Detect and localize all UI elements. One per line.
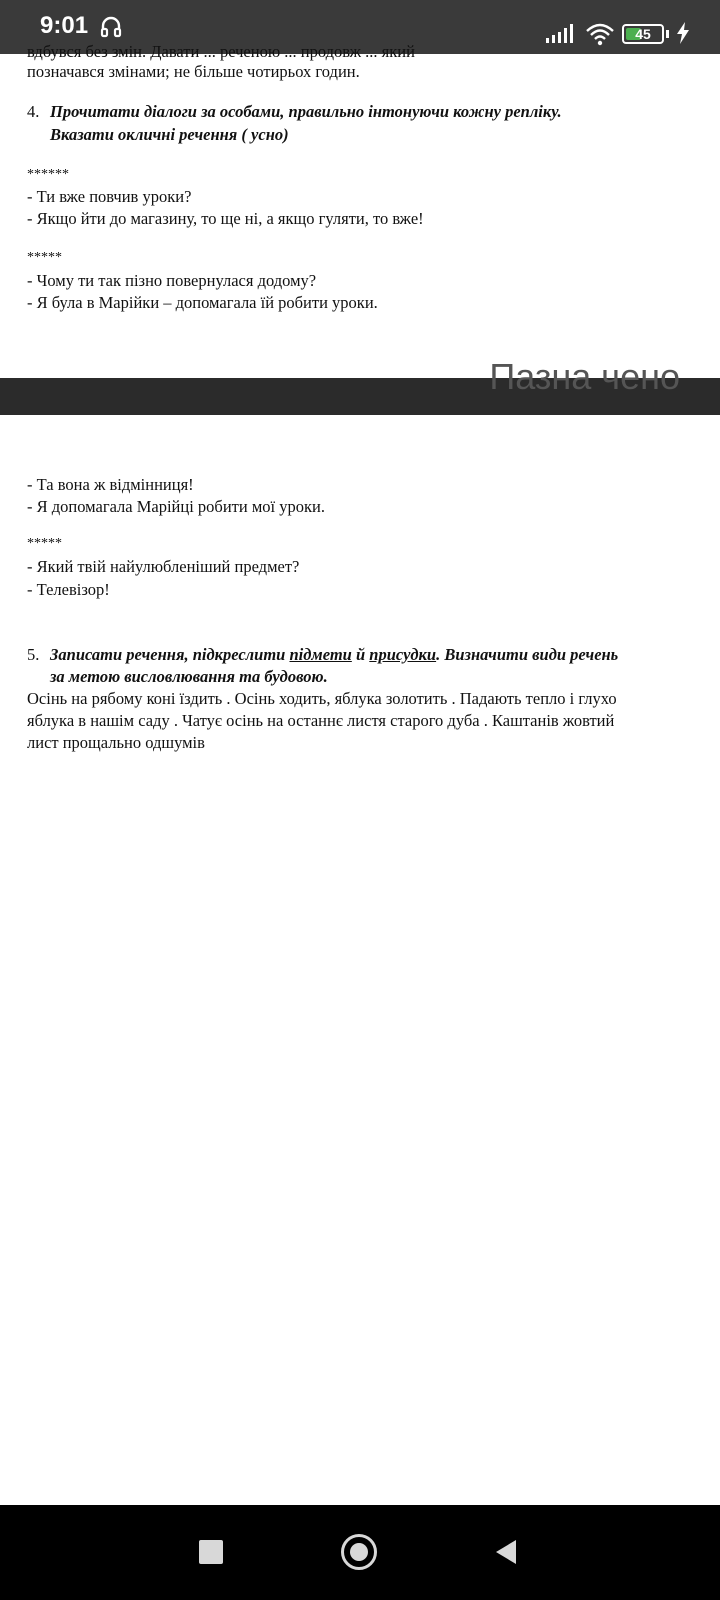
clock: 9:01 [40, 12, 89, 39]
dialog-separator: ***** [27, 536, 62, 551]
dialog-line: - Та вона ж відмінниця! [27, 475, 194, 494]
document-page-bottom [0, 415, 720, 1505]
dialog-line: - Телевізор! [27, 580, 110, 599]
wifi-icon [585, 22, 615, 51]
document-page-top [0, 42, 720, 378]
body-text-line: Осінь на рябому коні їздить . Осінь ходить, яблука золотить . Падають тепло і глухо [27, 689, 617, 708]
battery-icon [622, 24, 664, 44]
task-heading-part: й [351, 645, 370, 664]
home-button[interactable] [341, 1534, 377, 1570]
task-heading-part: Записати речення, підкреслити [50, 645, 290, 664]
signal-icon [545, 24, 575, 49]
task-heading: Прочитати діалоги за особами, правильно інтонуючи кожну репліку. [50, 102, 562, 121]
task-heading: Вказати окличні речення ( усно) [50, 125, 289, 144]
recents-button[interactable] [199, 1540, 223, 1564]
dialog-line: - Який твій найулюбленіший предмет? [27, 557, 300, 576]
dialog-line: - Я була в Марійки – допомагала їй робити уроки. [27, 293, 378, 312]
charging-icon [676, 22, 690, 49]
underlined-term-subjects: підмети [289, 645, 352, 664]
body-text-line: лист прощально одшумів [27, 733, 205, 752]
back-button[interactable] [494, 1539, 518, 1570]
battery-percent: 45 [635, 26, 651, 42]
dialog-line: - Я допомагала Марійці робити мої уроки. [27, 497, 325, 516]
clipped-text-line: вдбувся без змін. Давати ... реченою ... продовж ... який [27, 42, 415, 61]
dialog-separator: ****** [27, 167, 69, 182]
headset-icon [100, 16, 122, 43]
dialog-line: - Ти вже повчив уроки? [27, 187, 192, 206]
dialog-line: - Якщо йти до магазину, то ще ні, а якщо гуляти, то вже! [27, 209, 424, 228]
task-heading-part: . Визначити види речень [436, 645, 619, 664]
page-separator [0, 356, 720, 415]
task-heading [50, 644, 618, 666]
body-text-line: яблука в нашім саду . Чатує осінь на останнє листя старого дуба . Каштанів жовтий [27, 711, 615, 730]
battery-tip [666, 30, 669, 38]
task-number: 5. [27, 645, 40, 664]
task-heading: за метою висловлювання та будовою. [50, 667, 328, 686]
dialog-separator: ***** [27, 250, 62, 265]
page-separator-text: Пазна чено [489, 356, 680, 397]
text-line: позначався змінами; не більше чотирьох годин. [27, 62, 360, 81]
task-number: 4. [27, 102, 40, 121]
underlined-term-predicates: присудки [369, 645, 437, 664]
dialog-line: - Чому ти так пізно повернулася додому? [27, 271, 317, 290]
